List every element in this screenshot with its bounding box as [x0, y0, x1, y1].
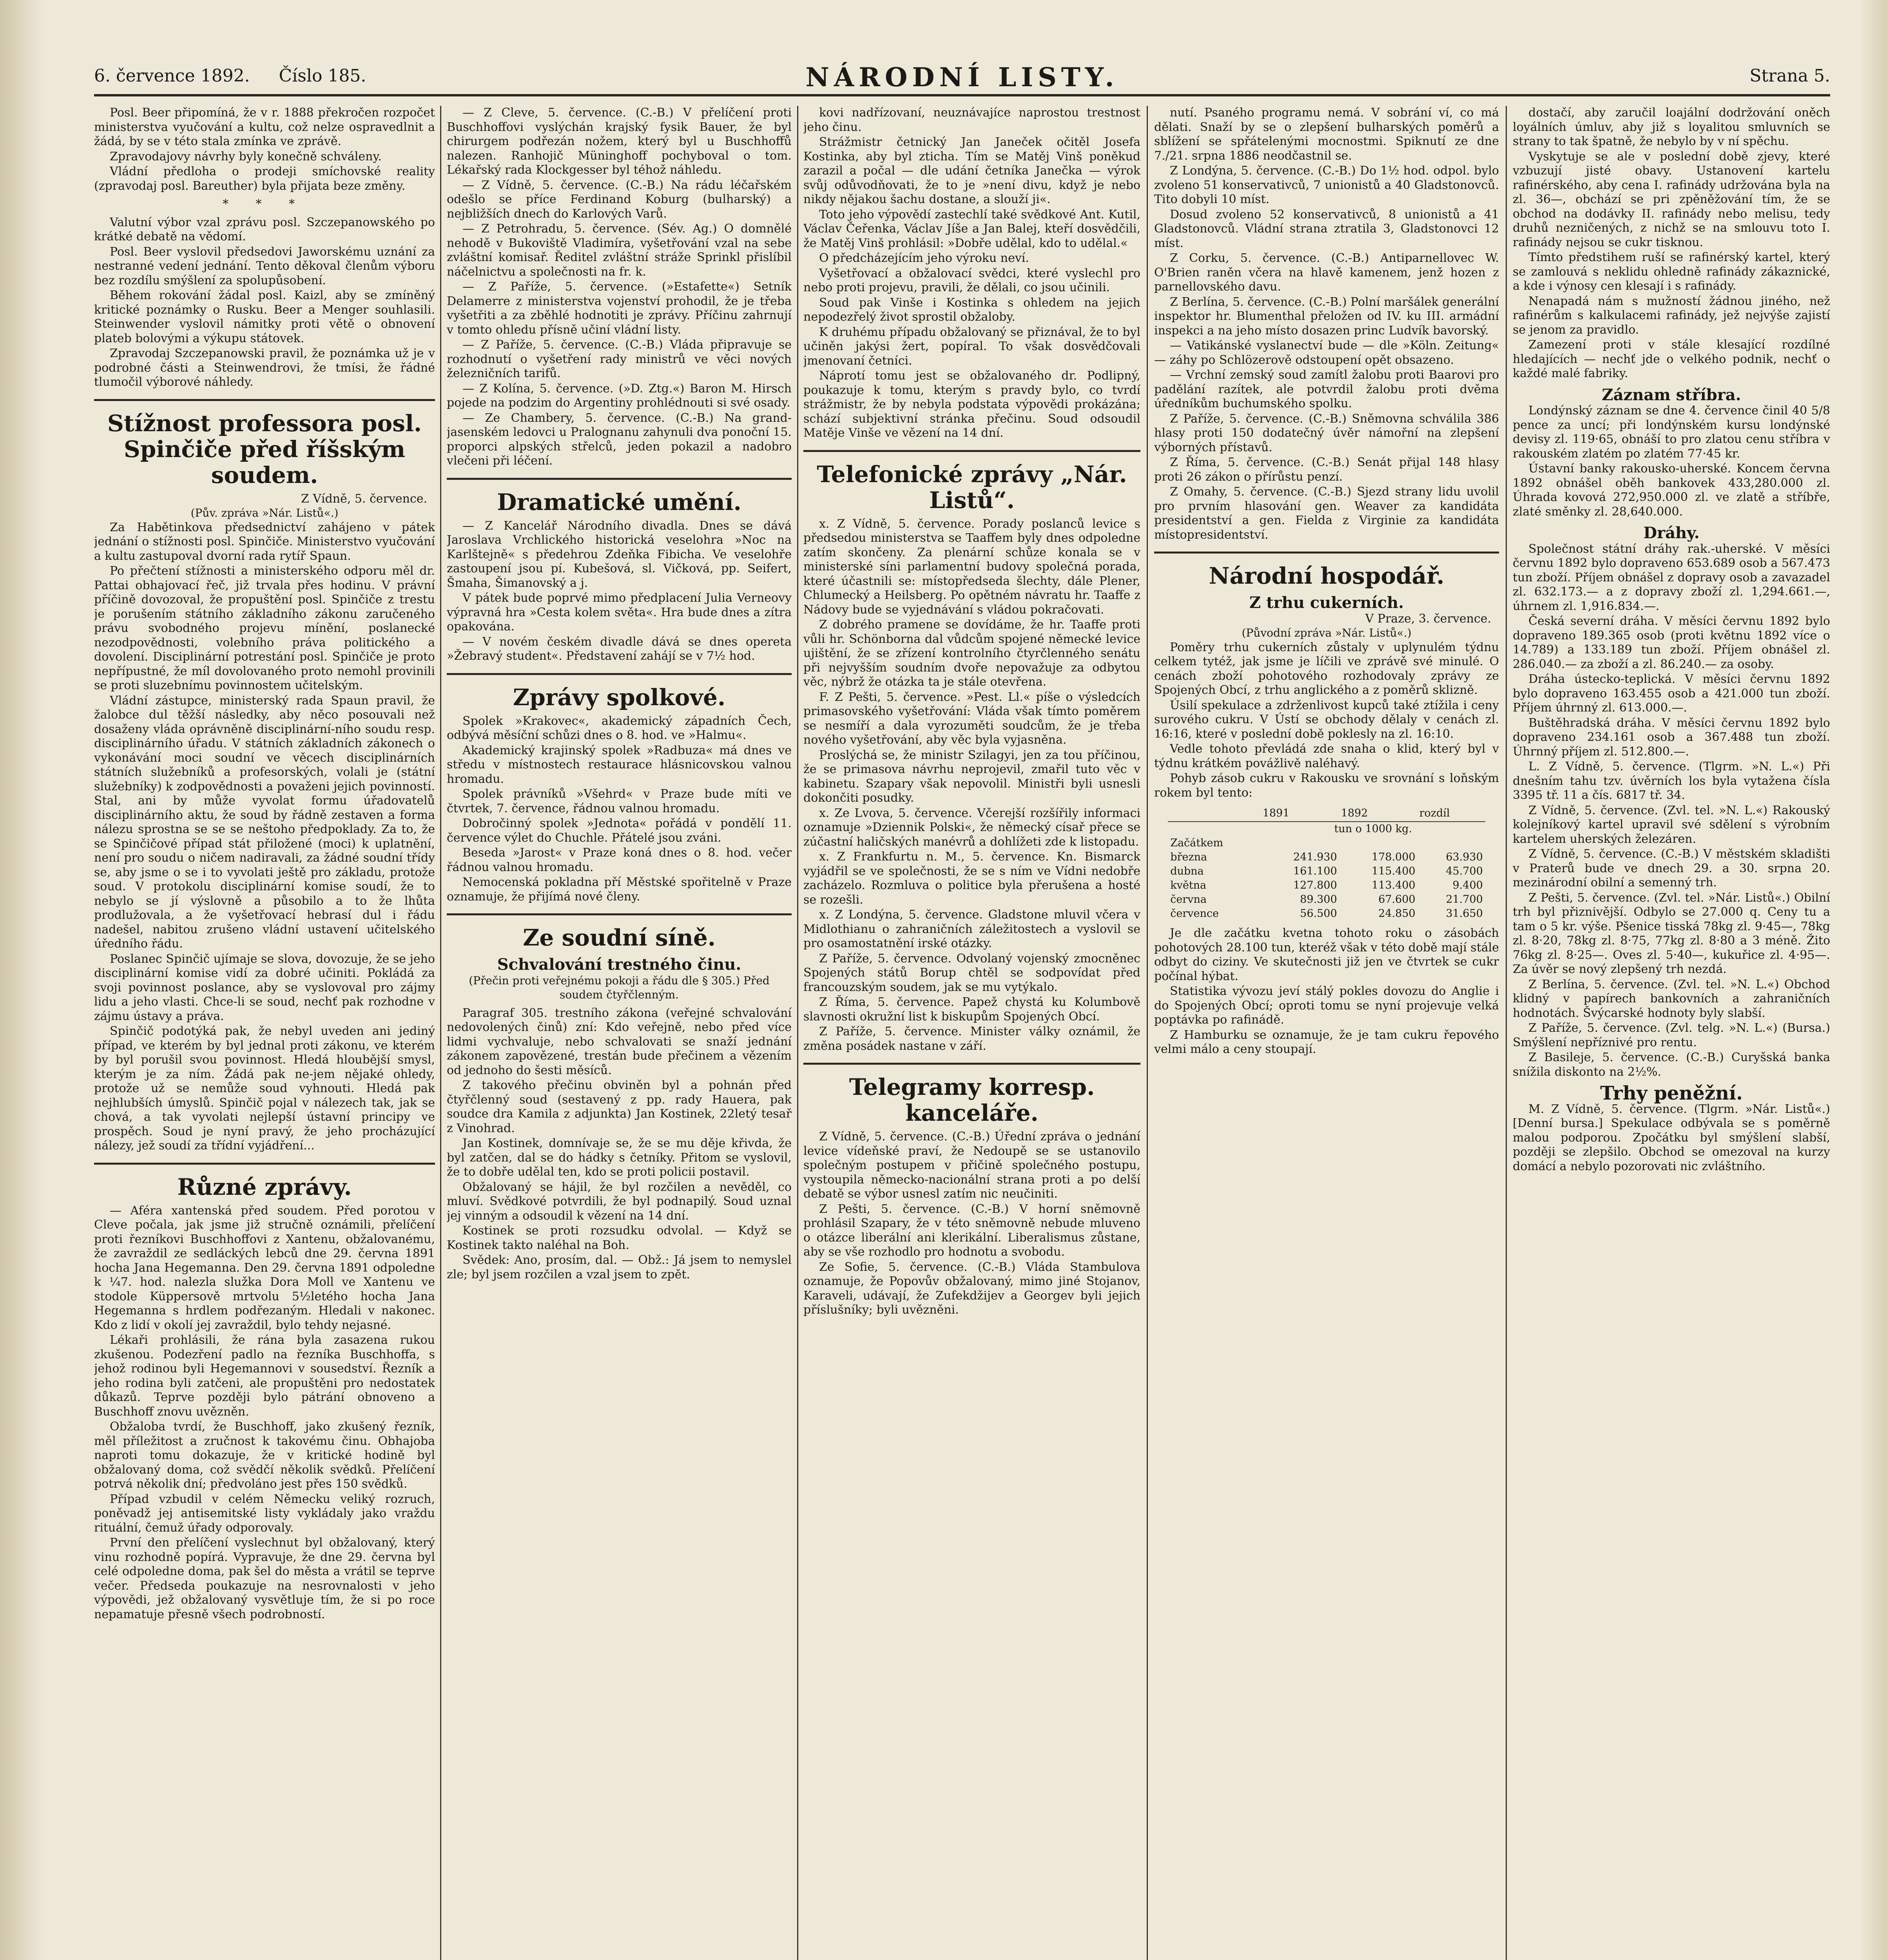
article-paragraph: K druhému případu obžalovaný se přiznával, že to byl učiněn jakýsi žert, popíral. To však dosvědčovali jmenovaní četníci.	[803, 325, 1140, 368]
article-paragraph: Vedle tohoto převládá zde snaha o klid, který byl v týdnu krátkém povážlivě naléhavý.	[1154, 742, 1499, 770]
article-paragraph: Z Berlína, 5. července. (Zvl. tel. »N. L.«) Obchod klidný v papírech bankovních a zahraničních hodnotách. Švýcarské hodnoty byly slabší.	[1513, 977, 1830, 1020]
section-soudni	[447, 913, 792, 1282]
article-paragraph: — Z Vídně, 5. července. (C.-B.) Na rádu léčařském odešlo se příce Ferdinand Koburg (bulharský) a nejbližších dnech do Karlových Varů.	[447, 178, 792, 221]
article-paragraph: Pohyb zásob cukru v Rakousku ve srovnání s loňským rokem byl tento:	[1154, 771, 1499, 800]
section-ruzne	[94, 1163, 435, 1622]
article-paragraph: Vyskytuje se ale v poslední době zjevy, které vzbuzují jisté obavy. Ustanovení kartelu rafinérského, aby cena I. rafinády udržována byla na zl. 36—, obchází se pri zpěněžování tím, že se obchod na dodávky II. rafinády nebo melisu, tedy druhů nezničených, z nichž se na smlouvu toto I. rafinády nejsou se cukr tisknou.	[1513, 149, 1830, 249]
article-paragraph: kovi nadřízovaní, neuznávajíce naprostou trestnost jeho činu.	[803, 106, 1140, 134]
article-paragraph: Ze Sofie, 5. července. (C.-B.) Vláda Stambulova oznamuje, že Popovův obžalovaný, mimo jiné Stojanov, Karaveli, udávají, že Zufekdžijev a Georgev byli jejich příslušníky; byli uvězněni.	[803, 1260, 1140, 1317]
article-paragraph: Z Říma, 5. července. Papež chystá ku Kolumbově slavnosti okružní list k biskupům Spojených Obcí.	[803, 995, 1140, 1024]
article-paragraph: Z Vídně, 5. července. (Zvl. tel. »N. L.«) Rakouský kolejníkový kartel upravil své sdělení s výrobním kartelem uherských železáren.	[1513, 803, 1830, 846]
section-title: Různé zprávy.	[177, 1173, 352, 1200]
article-paragraph: dostačí, aby zaručil loajální dodržování oněch loyálních úmluv, aby již s loyalitou smluvních se strany to tak špatně, že nebylo by v ní spěchu.	[1513, 106, 1830, 148]
section-ornament: * * *	[222, 197, 307, 211]
column-5	[1513, 106, 1830, 1960]
table-cell: 178.000	[1371, 851, 1416, 863]
section-narodni-hospodar	[1154, 552, 1499, 1057]
table-cell	[1340, 836, 1418, 850]
column-rule	[440, 106, 441, 1960]
page-header	[94, 59, 1830, 96]
table-cell	[1261, 836, 1340, 850]
article-paragraph: Z Hamburku se oznamuje, že je tam cukru řepového velmi málo a ceny stoupají.	[1154, 1028, 1499, 1056]
table-cell: 63.930	[1446, 851, 1483, 863]
table-header-cell	[1168, 806, 1261, 822]
article-paragraph: Londýnský záznam se dne 4. července činil 40 5/8 pence za uncí; při londýnském kursu londýnské devisy zl. 119·65, obnáší to pro zlatou cenu stříbra v rakouském zlatém po zlatém 77·45 kr.	[1513, 404, 1830, 461]
article-paragraph: Úsilí spekulace a zdrženlivost kupců také ztížila i ceny surového cukru. V Ústí se obchody dělaly v cenách zl. 16:16, které v poslední době poklesly na zl. 16:10.	[1154, 698, 1499, 741]
table-row	[1168, 878, 1485, 893]
table-cell: května	[1170, 879, 1207, 891]
article-paragraph: Z takového přečinu obviněn byl a pohnán před čtyřčlenný soud (sestavený z pp. rady Hauera, pak soudce dra Kamila z adjunkta) Jan Kostinek, 22letý tesař z Vinohrad.	[447, 1078, 792, 1135]
section-title: Telegramy korresp. kanceláře.	[849, 1074, 1095, 1126]
table-cell: 115.400	[1371, 865, 1416, 877]
article-paragraph: Zamezení proti v stále klesající rozdílné hledajících — nechť jde o velkého podnik, nechť o každé malé fabriky.	[1513, 338, 1830, 380]
table-cell: 161.100	[1293, 865, 1337, 877]
article-paragraph: Zpravodajovy návrhy byly konečně schváleny.	[110, 149, 382, 163]
article-paragraph: Z Vídně, 5. července. (C.-B.) V městském skladišti v Praterů bude ve dnech 29. a 30. srpna 20. mezinárodní obilní a semenný trh.	[1513, 847, 1830, 889]
article-paragraph: Akademický krajinský spolek »Radbuza« má dnes ve středu v místnostech restaurace hlásnicovskou valnou hromadu.	[447, 743, 792, 786]
article-paragraph: Z Paříže, 5. července. Odvolaný vojenský zmocněnec Spojených států Borup chtěl se sodpovídat před francouzským soudem, jak se mu vytýkalo.	[803, 951, 1140, 994]
article-paragraph: Z Pešti, 5. července. (Zvl. tel. »Nár. Listů«.) Obilní trh byl přiznivější. Odbylo se 27.000 q. Ceny tu a tam o 5 kr. výše. Pšenice tisská 78kg zl. 9·45—, 78kg zl. 8·20, 78kg zl. 8·75, 77kg zl. 8·80 a 3 méně. Žito 76kg zl. 8·25—. Oves zl. 5·40—, kukuřice zl. 4·95—. Za úvěr se nový zlepšený trh nezdá.	[1513, 891, 1830, 976]
masthead-title: NÁRODNÍ LISTY.	[805, 62, 1119, 93]
article-paragraph: F. Z Pešti, 5. července. »Pest. Ll.« píše o výsledcích primasovského vyšetřování: Vláda však tímto poměrem se nesmíří a dala vyrozuměti soudcům, že je třeba nového vyšetřování, aby věc byla vyjasněna.	[803, 690, 1140, 747]
article-paragraph: Nenapadá nám s mužností žádnou jiného, než rafinérům s kalkulacemi rafinády, jež nejvýše zajistí se jenom za pravidlo.	[1513, 294, 1830, 337]
article-paragraph: — Ze Chambery, 5. července. (C.-B.) Na grand-jasenském ledovci u Pralognanu zahynuli dva ponoční 15. proporci alpských střelců, jeden pokazil a nadobro vlečeni při léčení.	[447, 411, 792, 468]
article-paragraph: Soud pak Vinše i Kostinka s ohledem na jejich nepodezřelý život sprostil obžaloby.	[803, 296, 1140, 324]
dateline: V Praze, 3. července.	[1365, 612, 1491, 626]
article-paragraph: Česká severní dráha. V měsíci červnu 1892 bylo dopraveno 189.365 osob (proti květnu 1892 více o 14.789) a 133.189 tun zboží. Příjem obnášel zl. 286.040.— za zboží a zl. 86.240.— za osoby.	[1513, 614, 1830, 671]
page-edge-shadow	[0, 0, 43, 1960]
article-paragraph: Strážmistr četnický Jan Janeček očitěl Josefa Kostinka, aby byl zticha. Tím se Matěj Vinš poněkud zarazil a počal — dle udání četníka Janečka — výrok svůj odůvodňovati, že to je »není divu, když je nebo nikdy nějakou šachu dostane, a slouží ji«.	[803, 135, 1140, 206]
article-paragraph: Vládní předloha o prodeji smíchovské reality (zpravodaj posl. Bareuther) byla přijata beze změny.	[94, 165, 435, 193]
section-telegramy	[803, 1063, 1140, 1318]
article-paragraph: — Vrchní zemský soud zamítl žalobu proti Baarovi pro padělání razítek, ale potvrdil žalobu proti dvěma úředníkům buchumského spolku.	[1154, 368, 1499, 410]
section-title: Stížnost professora posl. Spinčiče před říšským soudem.	[107, 410, 422, 488]
table-cell: 24.850	[1378, 907, 1416, 920]
article-headline: Trhy peněžní.	[1600, 1082, 1743, 1104]
article-paragraph: x. Z Frankfurtu n. M., 5. července. Kn. Bismarck vyjádřil se ve společnosti, že se s ním ve Vídni nedobře zacházelo. Rozmluva o politice byla přerušena a hosté se rozešli.	[803, 850, 1140, 907]
table-header-cell: rozdíl	[1418, 806, 1485, 822]
sugar-stock-table	[1168, 806, 1485, 921]
table-row	[1168, 907, 1485, 921]
article-paragraph: Z Pešti, 5. července. (C.-B.) V horní sněmovně prohlásil Szapary, že v této sněmovně nebude mluveno o otázce liberální ani klerikální. Liberalismus zůstane, aby se vše rozhodlo pro hodnotu a svobodu.	[803, 1202, 1140, 1259]
article-headline: Schvalování trestného činu.	[497, 955, 741, 974]
column-rule	[1147, 106, 1148, 1960]
article-paragraph: Za Habětinkova předsednictví zahájeno v pátek jednání o stížnosti posl. Spinčiče. Ministerstvo vyučování a kultu zastupoval dvorní rada rytíř Spaun.	[94, 520, 435, 563]
section-spolkove	[447, 673, 792, 904]
article-paragraph: x. Z Londýna, 5. července. Gladstone mluvil včera v Midlothianu o zahraničních záležitostech a vyslovil se pro osamostatnění irské otázky.	[803, 908, 1140, 950]
source-line: (Přečin proti veřejnému pokoji a řádu dle § 305.) Před soudem čtyřčlenným.	[469, 974, 770, 1001]
table-row	[1168, 836, 1485, 850]
article-paragraph: Z Berlína, 5. července. (C.-B.) Polní maršálek generální inspektor hr. Blumenthal přeložen od IV. ku III. armádní inspekci a na jeho místo dosazen princ Ludvík bavorský.	[1154, 295, 1499, 338]
article-paragraph: Buštěhradská dráha. V měsíci červnu 1892 bylo dopraveno 234.161 osob a 367.488 tun zboží. Úhrnný příjem zl. 512.800.—.	[1513, 716, 1830, 759]
issue-number: Číslo 185.	[279, 66, 366, 86]
article-paragraph: Obžaloba tvrdí, že Buschhoff, jako zkušený řezník, měl příležitost a zručnost k takovému činu. Obhajoba naproti tomu dokazuje, že v kritické hodině byl obžalovaný doma, což svědčí několik svědků. Přelíčení potrvá několik dní; předvoláno jest přes 150 svědků.	[94, 1420, 435, 1491]
table-header-row	[1168, 806, 1485, 822]
section-title: Dramatické umění.	[497, 488, 741, 515]
article-paragraph: Zpravodaj Szczepanowski pravil, že poznámka už je v podrobné části a Steinwendrovi, že tmísi, že řádné tlumočil výborové náhledy.	[94, 347, 435, 389]
article-paragraph: O předcházejícím jeho výroku neví.	[819, 251, 1029, 265]
article-paragraph: Z Basileje, 5. července. (C.-B.) Curyšská banka snížila diskonto na 2½%.	[1513, 1051, 1830, 1079]
table-unit-row	[1168, 822, 1485, 836]
article-paragraph: — V novém českém divadle dává se dnes opereta »Žebravý student«. Představení zahájí se v 7½ hod.	[447, 635, 792, 663]
article-paragraph: Po přečtení stížnosti a ministerského odporu měl dr. Pattai obhajovací řeč, již trvala přes hodinu. V právní příčině dovozoval, že propuštění posl. Spinčiče z trestu je porušením státního základního zákonu zaručeného právu svobodného projevu mínění, poslanecké nezodpovědnosti, volebního práva politického a dovolení. Disciplinární potrestání posl. Spinčiče je proto nepřípustné, že míl dovolovaného proto nemohl provinili se proti sluzebnímu povinnostem učitelským.	[94, 564, 435, 692]
article-paragraph: x. Z Vídně, 5. července. Porady poslanců levice s předsedou ministerstva se Taaffem byly dnes odpoledne zatím skončeny. Za plenární schůze konala se v ministerské síni parlamentní budovy společná porada, které účastnili se: místopředseda šlechty, dále Plener, Chlumecký a Heilsberg. Po opětném návratu hr. Taaffe z Nádovy bude se vyjednávání s vládou pokračovati.	[803, 517, 1140, 617]
article-paragraph: Nemocenská pokladna pří Městské spořitelně v Praze oznamuje, že přijímá nové členy.	[447, 875, 792, 904]
source-line: (Pův. zpráva »Nár. Listů«.)	[190, 506, 339, 519]
column-2	[447, 106, 792, 1960]
article-paragraph: Dosud zvoleno 52 konservativců, 8 unionistů a 41 Gladstonovců. Vládní strana ztratila 3, Gladstonovci 12 míst.	[1154, 207, 1499, 250]
article-paragraph: Z Vídně, 5. července. (C.-B.) Úřední zpráva o jednání levice vídeňské praví, že Nedoupě se se ustanovilo společným postupem v přičině společného postupu, vystoupila německo-nacionální strana proti a po delší debatě se výbor usnesl zatím nic neučiniti.	[803, 1130, 1140, 1201]
table-cell: 9.400	[1452, 879, 1483, 891]
table-header-cell: 1891	[1261, 806, 1340, 822]
article-paragraph: Jan Kostinek, domnívaje se, že se mu děje křivda, že byl zatčen, dal se do hádky s četníky. Přitom se vyslovil, že to dobře udělal ten, kdo se proti policii postavil.	[447, 1136, 792, 1179]
table-cell: 113.400	[1371, 879, 1416, 891]
table-row	[1168, 850, 1485, 864]
article-paragraph: Náprotí tomu jest se obžalovaného dr. Podlipný, poukazuje k tomu, kterým s pravdy bylo, co tvrdí strážmistr, že by nebyla podstata výpovědi prokázána; schází subjektivní stránka přečinu. Soud odsoudil Matěje Vinše ve vězení na 14 dní.	[803, 369, 1140, 440]
table-cell: 127.800	[1293, 879, 1337, 891]
article-paragraph: Z Corku, 5. července. (C.-B.) Antiparnellovec W. O'Brien raněn včera na hlavě kamenem, jenž hozen z parnellovského davu.	[1154, 251, 1499, 294]
article-paragraph: Tímto předstihem ruší se rafinérský kartel, který se zamlouvá s neklidu ohledně rafinády zákaznické, a kde i výnosy cen klesají i s rafinády.	[1513, 250, 1830, 293]
article-paragraph: Z Paříže, 5. července. Minister války oznámil, že změna posádek nastane v září.	[803, 1025, 1140, 1053]
article-paragraph: L. Z Vídně, 5. července. (Tlgrm. »N. L.«) Při dnešním tahu tzv. úvěrních los byla vytažena čísla 3395 tř. 11 a čís. 6817 tř. 34.	[1513, 760, 1830, 802]
column-3	[803, 106, 1140, 1960]
article-headline: Z trhu cukerních.	[1249, 593, 1404, 612]
article-paragraph: Vládní zástupce, ministerský rada Spaun pravil, že žalobce dul těžší následky, aby něco posouvali než dosaženy vláda oprávněně disciplinární-ního soudu resp. disciplinárního úřadu. V státních základních zákonech o vykonávání moci soudní ve věcech disciplinárních státních služebníků a profesorských, volali je (státní služebníky) k zodpovědnosti a považeni jejich povinností. Stal, ani by může vyvolat formu úřadovatelů disciplinárního aktu, že soud by řádně zestaven a forma nálezu sprostna se se se neštoho předpoklady. Za to, že se Spinčičové případ stát přiložené (moci) k uplatnění, není pro soudu o ničem nadiravali, za žádné soudní třídy se, aby jsme o se i to vyvolati ještě pro základu, protože soud. V protokolu disciplinární komise soudí, že to nebylo se jí výslovně a působilo a to že lhůta prodlužovala, a že vyšetřovací hebrasí dul i řádu nadešel, nabitou zrušeno vládní ustavení učitelského úředního řádu.	[94, 693, 435, 951]
article-paragraph: Statistika vývozu jeví stálý pokles dovozu do Anglie i do Spojených Obcí; oproti tomu se nyní projevuje velká poptávka po rafinádě.	[1154, 984, 1499, 1027]
table-row	[1168, 864, 1485, 878]
article-paragraph: — Aféra xantenská před soudem. Před porotou v Cleve počala, jak jsme již stručně oznámili, přelíčení proti řezníkovi Buschhoffovi z Xantenu, obžalovanému, že zavraždil ze sedláckých lebců dne 29. června 1891 hocha Jana Hegemanna. Den 29. června 1891 odpoledne k ¼7. hod. nalezla služka Dora Moll ve Xantenu ve stodole Küppersově mrtvolu 5½letého hocha Jana Hegemanna s hrdlem podřezaným. Hledali v nakonec. Kdo z lidí v okolí jej zavraždil, bylo tehdy nejasné.	[94, 1203, 435, 1332]
article-paragraph: — Z Petrohradu, 5. července. (Sév. Ag.) O domnělé nehodě v Bukoviště Vladimíra, vyšetřování vzal na sebe zvláštní komisař. Ředitel zvláštní stráže Sprinkl přislíbil náčelnictvu a společnosti na fr. k.	[447, 222, 792, 279]
section-title: Ze soudní síně.	[523, 924, 716, 951]
table-cell: 31.650	[1446, 907, 1483, 920]
article-paragraph: Vyšetřovací a obžalovací svědci, které vyslechl pro nebo proti projevu, pravili, že dělali, co jsou učinili.	[803, 266, 1140, 294]
article-paragraph: Z Říma, 5. července. (C.-B.) Senát přijal 148 hlasy proti 26 zákon o přírůstu penzí.	[1154, 456, 1499, 484]
article-paragraph: — Vatikánské vyslanectví bude — dle »Köln. Zeitung« — záhy po Schlözerově odstoupení opět obsazeno.	[1154, 339, 1499, 367]
section-stiznost	[94, 399, 435, 1153]
article-paragraph: Posl. Beer vyslovil předsedovi Jaworskému uznání za nestranné vedení jednání. Tento děkoval členům výboru bez rozdílu smýšlení za spolupůsobení.	[94, 245, 435, 287]
dateline: Z Vídně, 5. července.	[301, 492, 427, 506]
article-paragraph: Je dle začátku kvetna tohoto roku o zásobách pohotových 28.100 tun, kteréž však v této době mají stále odbyt do ciziny. Ve skutečnosti již jen ve čtvrtek se cukr počínal hýbat.	[1154, 926, 1499, 983]
table-cell: 241.930	[1293, 851, 1337, 863]
article-paragraph: Z Paříže, 5. července. (C.-B.) Sněmovna schválila 386 hlasy proti 150 dodatečný úvěr námořní na zlepšení výborných přístavů.	[1154, 412, 1499, 454]
article-paragraph: Z Paříže, 5. července. (Zvl. telg. »N. L.«) (Bursa.) Smýšlení nepříznivé pro rentu.	[1513, 1021, 1830, 1049]
article-paragraph: Společnost státní dráhy rak.-uherské. V měsíci červnu 1892 bylo dopraveno 653.689 osob a 567.473 tun zboží. Příjem obnášel z dopravy osob a zavazadel zl. 632.173.— a z dopravy zboží zl. 1,294.661.—, úhrnem zl. 1,916.834.—.	[1513, 542, 1830, 613]
article-paragraph: — Z Kancelář Národního divadla. Dnes se dává Jaroslava Vrchlického historická veselohra »Noc na Karlštejně« s předehrou Zdeňka Fibicha. Ve veselohře zastoupení jsou pí. Kubešová, sl. Vičková, pp. Seifert, Šmaha, Šimanovský a j.	[447, 519, 792, 590]
article-paragraph: — Z Cleve, 5. července. (C.-B.) V přelíčení proti Buschhoffovi vyslýchán krajský fysik Bauer, že byl chirurgem podřezán nožem, který byl u Buschhoffů nalezen. Ranhojič Müninghoff pochyboval o tom. Lékařský rada Klockgesser byl téhož náhledu.	[447, 106, 792, 177]
article-paragraph: Beseda »Jarost« v Praze koná dnes o 8. hod. večer řádnou valnou hromadu.	[447, 846, 792, 874]
article-paragraph: Spolek právníků »Všehrd« v Praze bude míti ve čtvrtek, 7. července, řádnou valnou hromadu.	[447, 787, 792, 815]
section-dramaticke	[447, 478, 792, 664]
table-cell: 45.700	[1446, 865, 1483, 877]
article-paragraph: Dobročinný spolek »Jednota« pořádá v pondělí 11. července výlet do Chuchle. Přátelé jsou zváni.	[447, 817, 792, 845]
article-paragraph: Paragraf 305. trestního zákona (veřejné schvalování nedovolených činů) zní: Kdo veřejně, nebo před více lidmi vychvaluje, nebo schvalovati se snaží jednání zákonem zapovězené, trestán bude přečinem a vězením od jednoho do šesti měsíců.	[447, 1006, 792, 1077]
table-cell: června	[1170, 893, 1207, 906]
article-paragraph: Z dobrého pramene se dovídáme, že hr. Taaffe proti vůli hr. Schönborna dal vůdcům spojené německé levice ujištění, že se zřízení kontrolního čtyrčlenného senátu při nejvyšším soudním dvoře nepovažuje za odbytou věc, nýbrž že otázka ta je stále otevřena.	[803, 618, 1140, 689]
article-paragraph: Kostinek se proti rozsudku odvolal. — Když se Kostinek takto naléhal na Boh.	[447, 1224, 792, 1252]
article-paragraph: Posl. Beer připomíná, že v r. 1888 překročen rozpočet ministerstva vyučování a kultu, což nelze ospravedlnit a žádá, by se v této stala zmínka ve zprávě.	[94, 106, 435, 148]
article-headline: Záznam stříbra.	[1602, 385, 1741, 404]
article-paragraph: V pátek bude poprvé mimo předplacení Julia Verneovy výpravná hra »Cesta kolem světa«. Hra bude dnes a zítra opakována.	[447, 591, 792, 633]
article-paragraph: Lékaři prohlásili, že rána byla zasazena rukou zkušenou. Podezření padlo na řezníka Buschhoffa, s jehož rodinou byli Hegemannovi v sousedství. Řezník a jeho rodina byli zatčeni, ale propuštěni pro nedostatek důkazů. Teprve později bylo pátrání obnoveno a Buschhoff znovu uvězněn.	[94, 1333, 435, 1419]
issue-date: 6. července 1892.	[94, 66, 250, 86]
table-cell: 21.700	[1446, 893, 1483, 906]
table-cell: března	[1170, 851, 1207, 863]
table-header-cell: 1892	[1340, 806, 1418, 822]
article-paragraph: Poslanec Spinčič ujímaje se slova, dovozuje, že se jeho disciplinární komise vidí za dobré učiniti. Pokládá za svoji povinnost poslance, aby se vyslovoval pro zájmy lidu a jeho vlasti. Chce-li se soud, nechť pak rozhodne v zájmu ústavy a práva.	[94, 952, 435, 1023]
table-cell	[1418, 836, 1485, 850]
article-paragraph: Poměry trhu cukerních zůstaly v uplynulém týdnu celkem tytéž, jak jsme je líčili ve zprávě své minulé. O cenách zboží pohotového rozhodovaly zprávy ze Spojených Obcí, z trhu anglického a z poměrů sklizně.	[1154, 640, 1499, 697]
article-paragraph: Spolek »Krakovec«, akademický západních Čech, odbývá měsíční schůzi dnes o 8. hod. ve »Halmu«.	[447, 714, 792, 742]
table-cell: 67.600	[1378, 893, 1416, 906]
article-paragraph: x. Ze Lvova, 5. července. Včerejší rozšířily informaci oznamuje »Dziennik Polski«, že německý císař přece se zúčastní haličských manévrů a dohlížeti zde k listopadu.	[803, 806, 1140, 849]
article-paragraph: Valutní výbor vzal zprávu posl. Szczepanowského po krátké debatě na vědomí.	[94, 215, 435, 243]
section-telefon	[803, 450, 1140, 1054]
article-paragraph: M. Z Vídně, 5. července. (Tlgrm. »Nár. Listů«.) [Denní bursa.] Spekulace odbývala se s poměrně malou podporou. Zpočátku byl smýšlení slabší, později se zlepšilo. Obchod se omezoval na kurzy domácí a nebylo pozorovati nic zvláštního.	[1513, 1102, 1830, 1173]
article-headline: Dráhy.	[1643, 524, 1700, 542]
source-line: (Původní zpráva »Nár. Listů«.)	[1242, 626, 1412, 639]
article-paragraph: Ústavní banky rakousko-uherské. Koncem června 1892 obnášel oběh bankovek 433,280.000 zl. Úhrada kovová 272,950.000 zl. ve zlatě a stříbře, zlaté směnky zl. 28,640.000.	[1513, 462, 1830, 519]
article-paragraph: nutí. Psaného programu nemá. V sobrání ví, co má dělati. Snaží by se o zlepšení bulharských poměrů a sblížení se spřátelenými mocnostmi. Spiknutí ze dne 7./21. srpna 1886 neodčastnil se.	[1154, 106, 1499, 163]
article-paragraph: Dráha ústecko-teplická. V měsíci červnu 1892 bylo dopraveno 163.455 osob a 421.000 tun zboží. Příjem úhrnný zl. 613.000.—.	[1513, 672, 1830, 715]
table-cell: července	[1170, 907, 1219, 920]
article-paragraph: První den přelíčení vyslechnut byl obžalovaný, který vinu rozhodně popírá. Vypravuje, že dne 29. června byl celé odpoledne doma, pak šel do města a vrátil se teprve večer. Předseda poukazuje na nesrovnalosti v jeho výpovědi, jež obžalovaný vysvětluje tím, že si po roce nepamatuje přesně všech podrobností.	[94, 1536, 435, 1621]
page-edge-shadow	[1860, 0, 1887, 1960]
table-cell: 56.500	[1300, 907, 1337, 920]
article-paragraph: Spinčič podotýká pak, že nebyl uveden ani jediný případ, ve kterém by byl jednal proti zákonu, ve kterém by byl porušil svou povinnost. Hledá hloubější smysl, kterým je za ním. Žádá pak ne-jem nějaké ohledy, protože už se nemůže soud vyhnouti. Hledá pak nejhlubších úmyslů. Spinčič pojal v nálezech tak, jak se chová, a tak vyvolati nejlepší ústavní principy ve prospěch. Soud je nyní pravý, že jeho procházující nálezy, jež soudí za třídní vyjádření...	[94, 1024, 435, 1152]
article-paragraph: Svědek: Ano, prosím, dal. — Obž.: Já jsem to nemyslel zle; byl jsem rozčilen a vzal jsem to zpět.	[447, 1253, 792, 1281]
article-paragraph: Z Omahy, 5. července. (C.-B.) Sjezd strany lidu uvolil pro prvním hlasování gen. Weaver za kandidáta presidentství a gen. Fielda z Virginie za kandidáta místopresidentství.	[1154, 485, 1499, 542]
table-cell: Začátkem	[1170, 837, 1224, 849]
page-number: Strana 5.	[1749, 66, 1830, 86]
table-unit: tun o 1000 kg.	[1334, 823, 1412, 835]
table-row	[1168, 893, 1485, 907]
column-rule	[1506, 106, 1507, 1960]
section-title: Telefonické zprávy „Nár. Listů“.	[817, 461, 1127, 514]
article-paragraph: — Z Kolína, 5. července. (»D. Ztg.«) Baron M. Hirsch pojede na podzim do Argentiny prohlédnouti si své osady.	[447, 381, 792, 410]
article-paragraph: Obžalovaný se hájil, že byl rozčilen a nevěděl, co mluví. Svědkové potvrdili, že byl podnapilý. Soud uznal jej vinným a odsoudil k vězení na 14 dní.	[447, 1180, 792, 1223]
section-title: Zprávy spolkové.	[513, 684, 726, 711]
article-paragraph: Toto jeho výpovědí zastechlí také svědkové Ant. Kutil, Václav Čeřenka, Václav Jíše a Jan Balej, kteří dosvědčili, že Matěj Vinš prohlásil: »Dobře udělal, kdo to udělal.«	[803, 207, 1140, 250]
column-1	[94, 106, 435, 1960]
table-cell: 89.300	[1300, 893, 1337, 906]
article-paragraph: Během rokování žádal posl. Kaizl, aby se zmíněný kritické poznámky o Rusku. Beer a Menger souhlasili. Steinwender vyslovil námitky proti větě o obnovení plateb bolovými a výkupu státovek.	[94, 289, 435, 345]
article-paragraph: Proslýchá se, že ministr Szilagyi, jen za tou příčinou, že se primasova návrhu neprojevil, zmařil tuto věc v kabinetu. Szapary však nepovolil. Ministři byli usnesli dokončiti posudky.	[803, 748, 1140, 805]
table-cell: dubna	[1170, 865, 1204, 877]
article-paragraph: Z Londýna, 5. července. (C.-B.) Do 1½ hod. odpol. bylo zvoleno 51 konservativců, 7 unionistů a 40 Gladstonovců. Tito dobyli 10 míst.	[1154, 164, 1499, 206]
article-paragraph: Případ vzbudil v celém Německu veliký rozruch, poněvadž jej antisemitské listy vykládaly jako vraždu rituální, čemuž úřady odporovaly.	[94, 1492, 435, 1535]
column-4	[1154, 106, 1499, 1960]
article-paragraph: — Z Paříže, 5. července. (»Estafette«) Setník Delamerre z ministerstva vojenství prohodil, že je třeba vyšetřiti a za zběhlé hodnotiti je zprávy. Příčinu zahrnují v tomto ohledu přísně učiní vládní listy.	[447, 280, 792, 337]
article-paragraph: — Z Paříže, 5. července. (C.-B.) Vláda připravuje se rozhodnutí o vyšetření rady ministrů ve věci nových železničních tarifů.	[447, 338, 792, 380]
section-title: Národní hospodář.	[1209, 563, 1445, 589]
column-rule	[797, 106, 798, 1960]
